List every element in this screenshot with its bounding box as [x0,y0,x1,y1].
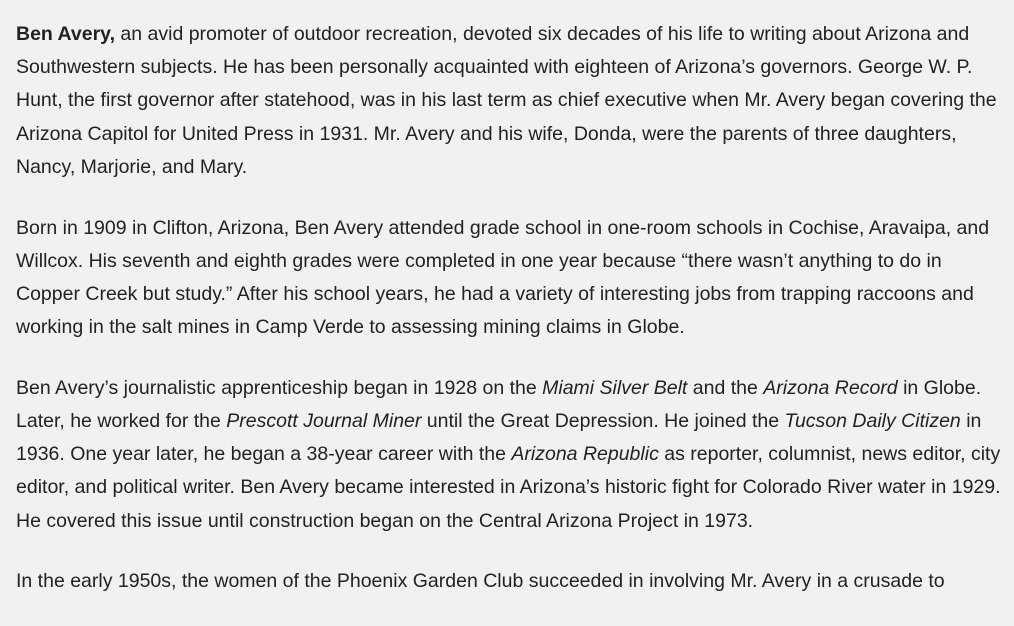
paragraph-early-life [16,212,1010,345]
publication-title: Arizona Record [763,376,898,399]
text-segment: Ben Avery’s journalistic apprenticeship began in 1928 on the [16,376,543,399]
subject-name: Ben Avery, [16,23,115,45]
paragraph-text: Born in 1909 in Clifton, Arizona, Ben Avery attended grade school in one-room schools in Cochise, Aravaipa, and Willcox. His seventh and eighth grades were completed in one year because “there wasn’t anything to do in Copper Creek but study.” After his school years, he had a variety of interesting jobs from trapping raccoons and working in the salt mines in Camp Verde to assessing mining claims in Globe. [16,216,990,339]
paragraph-intro [16,18,1010,184]
text-segment: and the [687,376,764,399]
paragraph-garden-club [16,565,1010,598]
paragraph-text: an avid promoter of outdoor recreation, devoted six decades of his life to writing about Arizona and Southwestern subjects. He has been personally acquainted with eighteen of Arizona’s governors. George W. P. Hunt, the first governor after statehood, was in his last term as chief executive when Mr. Avery began covering the Arizona Capitol for United Press in 1931. Mr. Avery and his wife, Donda, were the parents of three daughters, Nancy, Marjorie, and Mary. [16,23,997,178]
paragraph-journalism-career [16,372,1010,538]
text-segment: as reporter, columnist, news editor, city editor, and political writer. Ben Avery became interested in Arizona’s historic fight for Colorado River water in 1929. He covered this issue until construction began on the Central Arizona Project in 1973. [16,443,1001,532]
publication-title: Miami Silver Belt [542,376,688,399]
text-segment: in 1936. One year later, he began a 38-year career with the [16,410,982,466]
text-segment: in Globe. Later, he worked for the [16,376,982,433]
publication-title: Tucson Daily Citizen [784,410,961,433]
biography-article [16,18,1010,626]
paragraph-text: In the early 1950s, the women of the Phoenix Garden Club succeeded in involving Mr. Avery in a crusade to [16,570,945,593]
publication-title: Arizona Republic [511,443,659,466]
publication-title: Prescott Journal Miner [226,410,422,433]
text-segment: until the Great Depression. He joined the [421,410,785,433]
